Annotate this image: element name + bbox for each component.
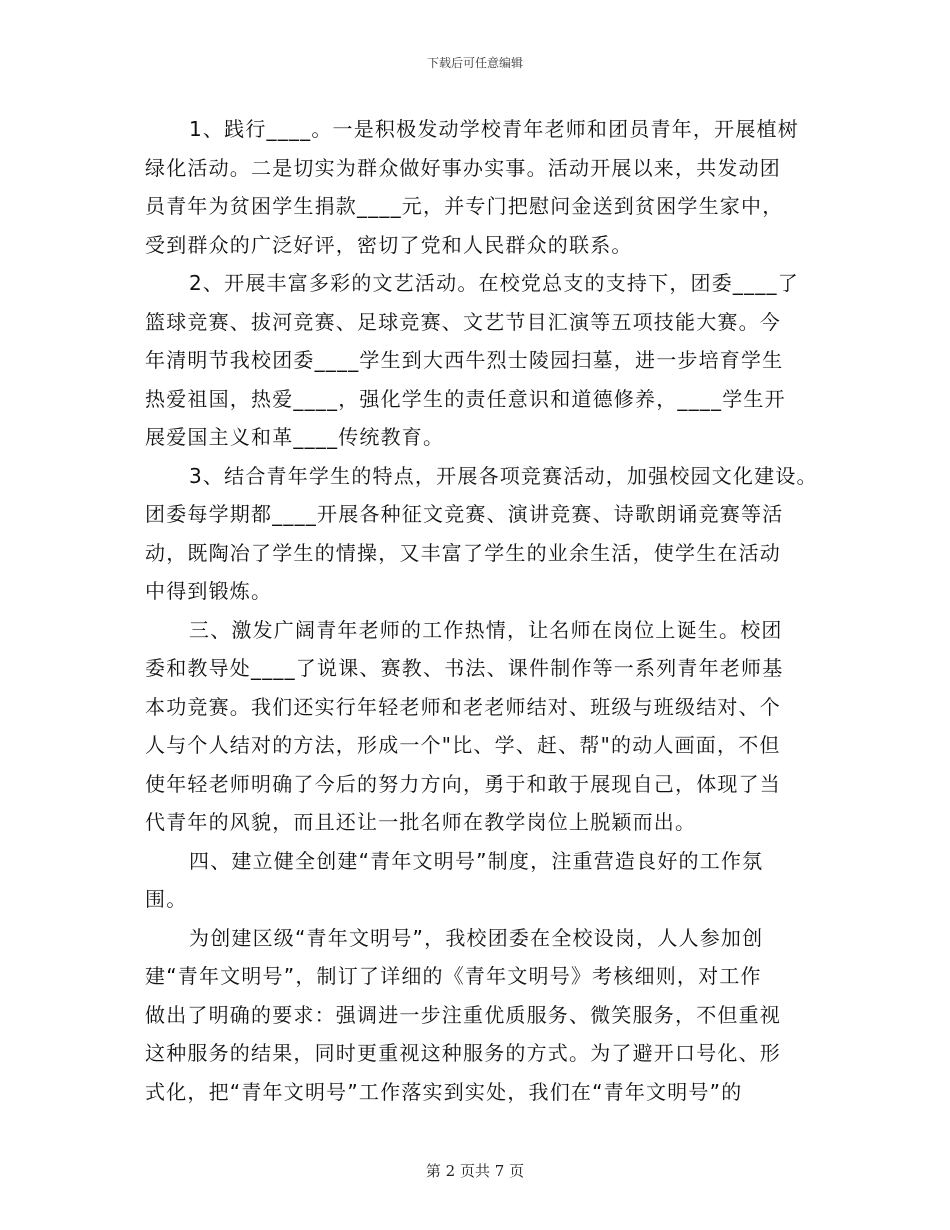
page-header: 下载后可任意编辑	[426, 56, 523, 70]
paragraph-line: 年清明节我校团委____学生到大西牛烈士陵园扫墓，进一步培育学生	[145, 348, 784, 372]
paragraph-line: 中得到锻炼。	[145, 579, 273, 603]
paragraph-5	[145, 842, 810, 919]
paragraph-line: 团委每学期都____开展各种征文竞赛、演讲竞赛、诗歌朗诵竞赛等活	[145, 502, 784, 526]
paragraph-line: 这种服务的结果，同时更重视这种服务的方式。为了避开口号化、形	[145, 1041, 781, 1065]
page-number: 第 2 页共 7 页	[425, 1162, 525, 1180]
paragraph-line: 热爱祖国，热爱____，强化学生的责任意识和道德修养，____学生开	[145, 386, 786, 411]
paragraph-line: 篮球竞赛、拔河竞赛、足球竞赛、文艺节目汇演等五项技能大赛。今	[145, 309, 781, 334]
paragraph-line: 动，既陶冶了学生的情操，又丰富了学生的业余生活，使学生在活动	[145, 540, 781, 565]
paragraph-line: 展爱国主义和革____传统教育。	[145, 425, 445, 449]
document-body	[145, 110, 818, 1111]
paragraph-line: 1、践行____。一是积极发动学校青年老师和团员青年，开展植树	[189, 117, 799, 141]
paragraph-line: 做出了明确的要求：强调进一步注重优质服务、微笑服务，不但重视	[145, 1002, 781, 1027]
paragraph-line: 员青年为贫困学生捐款____元，并专门把慰问金送到贫困学生家中，	[145, 194, 784, 218]
paragraph-line: 四、建立健全创建“青年文明号”制度，注重营造良好的工作氛	[189, 848, 764, 873]
paragraph-6	[145, 919, 810, 1112]
paragraph-line: 3、结合青年学生的特点，开展各项竞赛活动，加强校园文化建设。	[189, 463, 818, 488]
paragraph-line: 为创建区级“青年文明号”，我校团委在全校设岗，人人参加创	[189, 925, 764, 950]
paragraph-2	[145, 264, 810, 457]
paragraph-line: 围。	[145, 887, 188, 911]
paragraph-line: 本功竞赛。我们还实行年轻老师和老老师结对、班级与班级结对、个	[145, 694, 781, 719]
paragraph-line: 建“青年文明号”，制订了详细的《青年文明号》考核细则，对工作	[145, 964, 762, 988]
paragraph-line: 式化，把“青年文明号”工作落实到实处，我们在“青年文明号”的	[145, 1079, 743, 1104]
paragraph-line: 使年轻老师明确了今后的努力方向，勇于和敢于展现自己，体现了当	[145, 771, 781, 796]
paragraph-3	[145, 457, 818, 611]
paragraph-line: 受到群众的广泛好评，密切了党和人民群众的联系。	[145, 232, 633, 257]
paragraph-line: 委和教导处____了说课、赛教、书法、课件制作等一系列青年老师基	[145, 656, 784, 680]
paragraph-line: 2、开展丰富多彩的文艺活动。在校党总支的支持下，团委____了	[189, 271, 799, 295]
paragraph-line: 人与个人结对的方法，形成一个"比、学、赶、帮"的动人画面，不但	[145, 733, 781, 757]
paragraph-line: 代青年的风貌，而且还让一批名师在教学岗位上脱颖而出。	[145, 810, 697, 834]
paragraph-line: 绿化活动。二是切实为群众做好事办实事。活动开展以来，共发动团	[145, 155, 781, 180]
paragraph-4	[145, 611, 810, 842]
paragraph-line: 三、激发广阔青年老师的工作热情，让名师在岗位上诞生。校团	[189, 617, 783, 642]
paragraph-1	[145, 110, 810, 264]
